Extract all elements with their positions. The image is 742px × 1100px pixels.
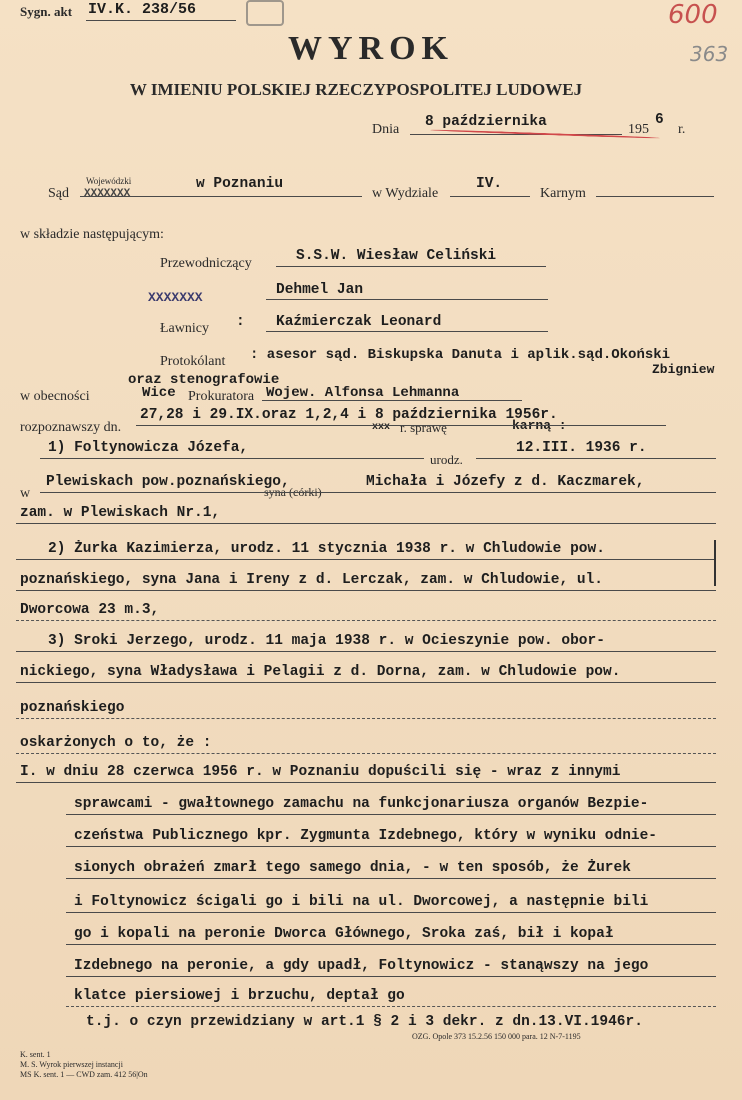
obecnosci-label: w obecności (20, 389, 90, 404)
footer-left-3: MS K. sent. 1 — CWD zam. 412 56|On (20, 1070, 148, 1079)
sad-place: w Poznaniu (196, 176, 284, 192)
defendant-1-parents: Michała i Józefy z d. Kaczmarek, (366, 474, 645, 490)
year-suffix: r. (678, 122, 686, 137)
defendant-1-birth: 12.III. 1936 r. (516, 440, 647, 456)
w-label: w (20, 486, 31, 501)
defendant-3-line-1: 3) Sroki Jerzego, urodz. 11 maja 1938 r. w Ocieszynie pow. obor- (48, 633, 605, 649)
footer-left-2: M. S. Wyrok pierwszej instancji (20, 1060, 123, 1069)
wice: Wice (142, 385, 176, 401)
stamp-number-2: 363 (690, 42, 729, 66)
defendant-2-line-3: Dworcowa 23 m.3, (20, 602, 160, 618)
sygn-label: Sygn. akt (20, 4, 73, 19)
sklad-label: w składzie następującym: (20, 227, 164, 242)
stamp-mark (246, 0, 284, 26)
wydzial-value: IV. (476, 176, 503, 192)
footer-left-1: K. sent. 1 (20, 1050, 51, 1059)
struck-label: XXXXXXX (148, 290, 203, 305)
defendant-2-line-2: poznańskiego, syna Jana i Ireny z d. Lerczak, zam. w Chludowie, ul. (20, 572, 603, 588)
charge-line: sprawcami - gwałtownego zamachu na funkcjonariusza organów Bezpie- (74, 796, 649, 812)
charge-line: Izdebnego na peronie, a gdy upadł, Foltynowicz - stanąwszy na jego (74, 958, 649, 974)
charge-final: t.j. o czyn przewidziany w art.1 § 2 i 3 dekr. z dn.13.VI.1946r. (86, 1014, 643, 1030)
lawnicy-label: Ławnicy (160, 321, 209, 336)
prokurator-value: Wojew. Alfonsa Lehmanna (266, 385, 460, 401)
karna-label: karną : (512, 418, 567, 433)
stamp-number: 600 (668, 0, 718, 30)
charge-line: i Foltynowicz ścigali go i bili na ul. Dworcowej, a następnie bili (74, 894, 649, 910)
sprawe-label: r. sprawę (400, 420, 447, 435)
lawnicy-colon: : (236, 314, 245, 330)
wydzial-label: w Wydziale (372, 186, 439, 201)
member-1: Dehmel Jan (276, 282, 364, 298)
protokolant-label: Protokólant (160, 354, 226, 369)
member-2: Kaźmierczak Leonard (276, 314, 442, 330)
przewodniczacy-value: S.S.W. Wiesław Celiński (296, 248, 497, 264)
defendant-3-line-3: poznańskiego (20, 700, 125, 716)
sad-type: Wojewódzki (86, 176, 132, 186)
defendant-1-name: 1) Foltynowicza Józefa, (48, 440, 249, 456)
defendant-3-line-2: nickiego, syna Władysława i Pelagii z d. Dorna, zam. w Chludowie pow. (20, 664, 621, 680)
syna-label: syna (córki) (264, 485, 322, 499)
footer-right: OZG. Opole 373 15.2.56 150 000 para. 12 N-7-1195 (412, 1032, 581, 1041)
protokolant-value: : asesor sąd. Biskupska Danuta i aplik.sąd.Okoński (250, 347, 671, 363)
prokuratora-label: Prokuratora (188, 389, 255, 404)
defendant-1-place: Plewiskach pow.poznańskiego, (46, 474, 290, 490)
year-prefix: 195 (628, 122, 649, 137)
charges-intro: oskarżonych o to, że : (20, 735, 212, 751)
year-digit: 6 (655, 112, 664, 128)
urodz-label: urodz. (430, 452, 463, 467)
defendant-1-address: zam. w Plewiskach Nr.1, (20, 505, 221, 521)
charge-line: klatce piersiowej i brzuchu, deptał go (74, 988, 405, 1004)
przewodniczacy-label: Przewodniczący (160, 256, 252, 271)
charge-line: go i kopali na peronie Dworca Głównego, Sroka zaś, bił i kopał (74, 926, 614, 942)
document-subtitle: W IMIENIU POLSKIEJ RZECZYPOSPOLITEJ LUDOWEJ (129, 80, 583, 99)
rozpoznawszy-label: rozpoznawszy dn. (20, 420, 122, 435)
margin-bar (714, 540, 716, 586)
defendant-2-line-1: 2) Żurka Kazimierza, urodz. 11 stycznia 1938 r. w Chludowie pow. (48, 541, 605, 557)
sad-label: Sąd (48, 186, 69, 201)
dnia-label: Dnia (372, 122, 400, 137)
charge-line: sionych obrażeń zmarł tego samego dnia, - w ten sposób, że Żurek (74, 860, 631, 876)
karnym-label: Karnym (540, 186, 586, 201)
rozpoznawszy-value: 27,28 i 29.IX.oraz 1,2,4 i 8 października 1956r. (140, 407, 558, 423)
protokolant-cont: Zbigniew (652, 362, 715, 377)
charge-line: czeństwa Publicznego kpr. Zygmunta Izdebnego, który w wyniku odnie- (74, 828, 657, 844)
sad-strike: XXXXXXX (84, 188, 131, 200)
obecnosci-above: oraz stenografowie (128, 372, 280, 388)
sygn-value: IV.K. 238/56 (88, 1, 197, 18)
date-value: 8 października (425, 114, 547, 130)
document-title: WYROK (288, 30, 454, 67)
rozpoznawszy-strike: xxx (372, 422, 391, 433)
charge-line: I. w dniu 28 czerwca 1956 r. w Poznaniu dopuścili się - wraz z innymi (20, 764, 621, 780)
